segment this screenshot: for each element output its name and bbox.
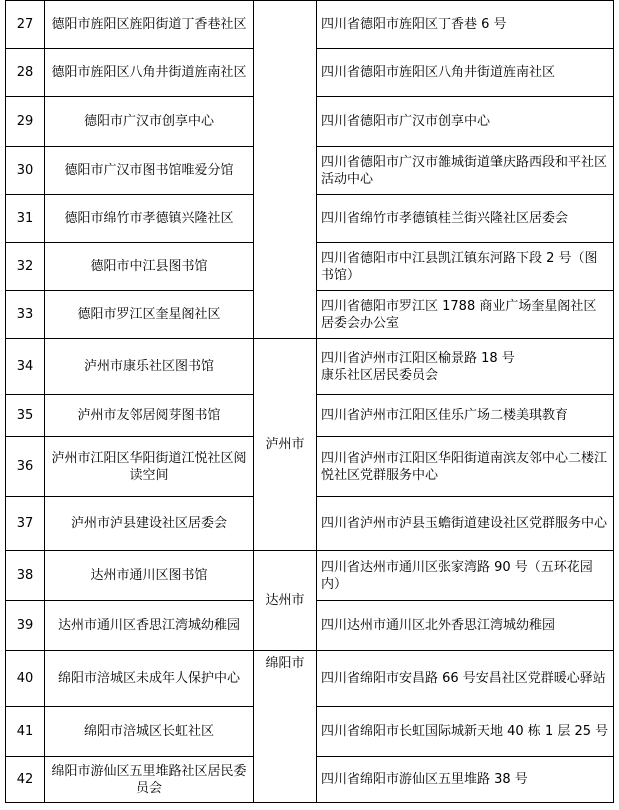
library-name: 泸州市泸县建设社区居委会 — [45, 497, 254, 551]
row-number: 33 — [6, 291, 45, 339]
library-address: 四川省泸州市江阳区佳乐广场二楼美琪教育 — [317, 395, 614, 437]
library-address: 四川省达州市通川区张家湾路 90 号（五环花园内） — [317, 551, 614, 601]
city-cell-luzhou: 泸州市 — [254, 339, 317, 551]
library-address: 四川省绵阳市游仙区五里堆路 38 号 — [317, 757, 614, 803]
library-name: 德阳市旌阳区八角井街道旌南社区 — [45, 49, 254, 97]
library-address: 四川省德阳市旌阳区八角井街道旌南社区 — [317, 49, 614, 97]
city-cell-deyang — [254, 1, 317, 339]
row-number: 27 — [6, 1, 45, 49]
library-name: 绵阳市涪城区未成年人保护中心 — [45, 651, 254, 707]
row-number: 42 — [6, 757, 45, 803]
library-name: 泸州市友邻居阅芽图书馆 — [45, 395, 254, 437]
library-address: 四川省德阳市罗江区 1788 商业广场奎星阁社区居委会办公室 — [317, 291, 614, 339]
library-name: 泸州市康乐社区图书馆 — [45, 339, 254, 395]
row-number: 39 — [6, 601, 45, 651]
library-name: 绵阳市涪城区长虹社区 — [45, 707, 254, 757]
library-address: 四川达州市通川区北外香思江湾城幼稚园 — [317, 601, 614, 651]
library-name: 德阳市中江县图书馆 — [45, 243, 254, 291]
library-name: 德阳市旌阳区旌阳街道丁香巷社区 — [45, 1, 254, 49]
library-name: 达州市通川区图书馆 — [45, 551, 254, 601]
row-number: 31 — [6, 195, 45, 243]
library-address: 四川省泸州市江阳区榆景路 18 号 康乐社区居民委员会 — [317, 339, 614, 395]
library-address: 四川省泸州市江阳区华阳街道南滨友邻中心二楼江悦社区党群服务中心 — [317, 437, 614, 497]
row-number: 40 — [6, 651, 45, 707]
library-address: 四川省德阳市广汉市创享中心 — [317, 97, 614, 147]
library-name: 德阳市广汉市图书馆唯爱分馆 — [45, 147, 254, 195]
row-number: 34 — [6, 339, 45, 395]
library-name: 德阳市罗江区奎星阁社区 — [45, 291, 254, 339]
library-address: 四川省德阳市广汉市雒城街道肇庆路西段和平社区活动中心 — [317, 147, 614, 195]
library-list-table — [5, 0, 614, 803]
library-name: 德阳市广汉市创享中心 — [45, 97, 254, 147]
library-address: 四川省绵竹市孝德镇桂兰街兴隆社区居委会 — [317, 195, 614, 243]
library-name: 泸州市江阳区华阳街道江悦社区阅读空间 — [45, 437, 254, 497]
row-number: 35 — [6, 395, 45, 437]
row-number: 37 — [6, 497, 45, 551]
table-row — [6, 339, 614, 395]
library-address: 四川省泸州市泸县玉蟾街道建设社区党群服务中心 — [317, 497, 614, 551]
row-number: 29 — [6, 97, 45, 147]
row-number: 41 — [6, 707, 45, 757]
row-number: 28 — [6, 49, 45, 97]
library-address: 四川省绵阳市安昌路 66 号安昌社区党群暖心驿站 — [317, 651, 614, 707]
library-address: 四川省德阳市旌阳区丁香巷 6 号 — [317, 1, 614, 49]
library-name: 绵阳市游仙区五里堆路社区居民委员会 — [45, 757, 254, 803]
row-number: 30 — [6, 147, 45, 195]
city-cell-dazhou: 达州市 — [254, 551, 317, 651]
city-cell-mianyang: 绵阳市 — [254, 651, 317, 803]
table-row — [6, 551, 614, 601]
library-address: 四川省绵阳市长虹国际城新天地 40 栋 1 层 25 号 — [317, 707, 614, 757]
table-row — [6, 651, 614, 707]
library-address: 四川省德阳市中江县凯江镇东河路下段 2 号（图书馆） — [317, 243, 614, 291]
library-name: 德阳市绵竹市孝德镇兴隆社区 — [45, 195, 254, 243]
row-number: 36 — [6, 437, 45, 497]
row-number: 38 — [6, 551, 45, 601]
library-name: 达州市通川区香思江湾城幼稚园 — [45, 601, 254, 651]
table-row — [6, 1, 614, 49]
row-number: 32 — [6, 243, 45, 291]
